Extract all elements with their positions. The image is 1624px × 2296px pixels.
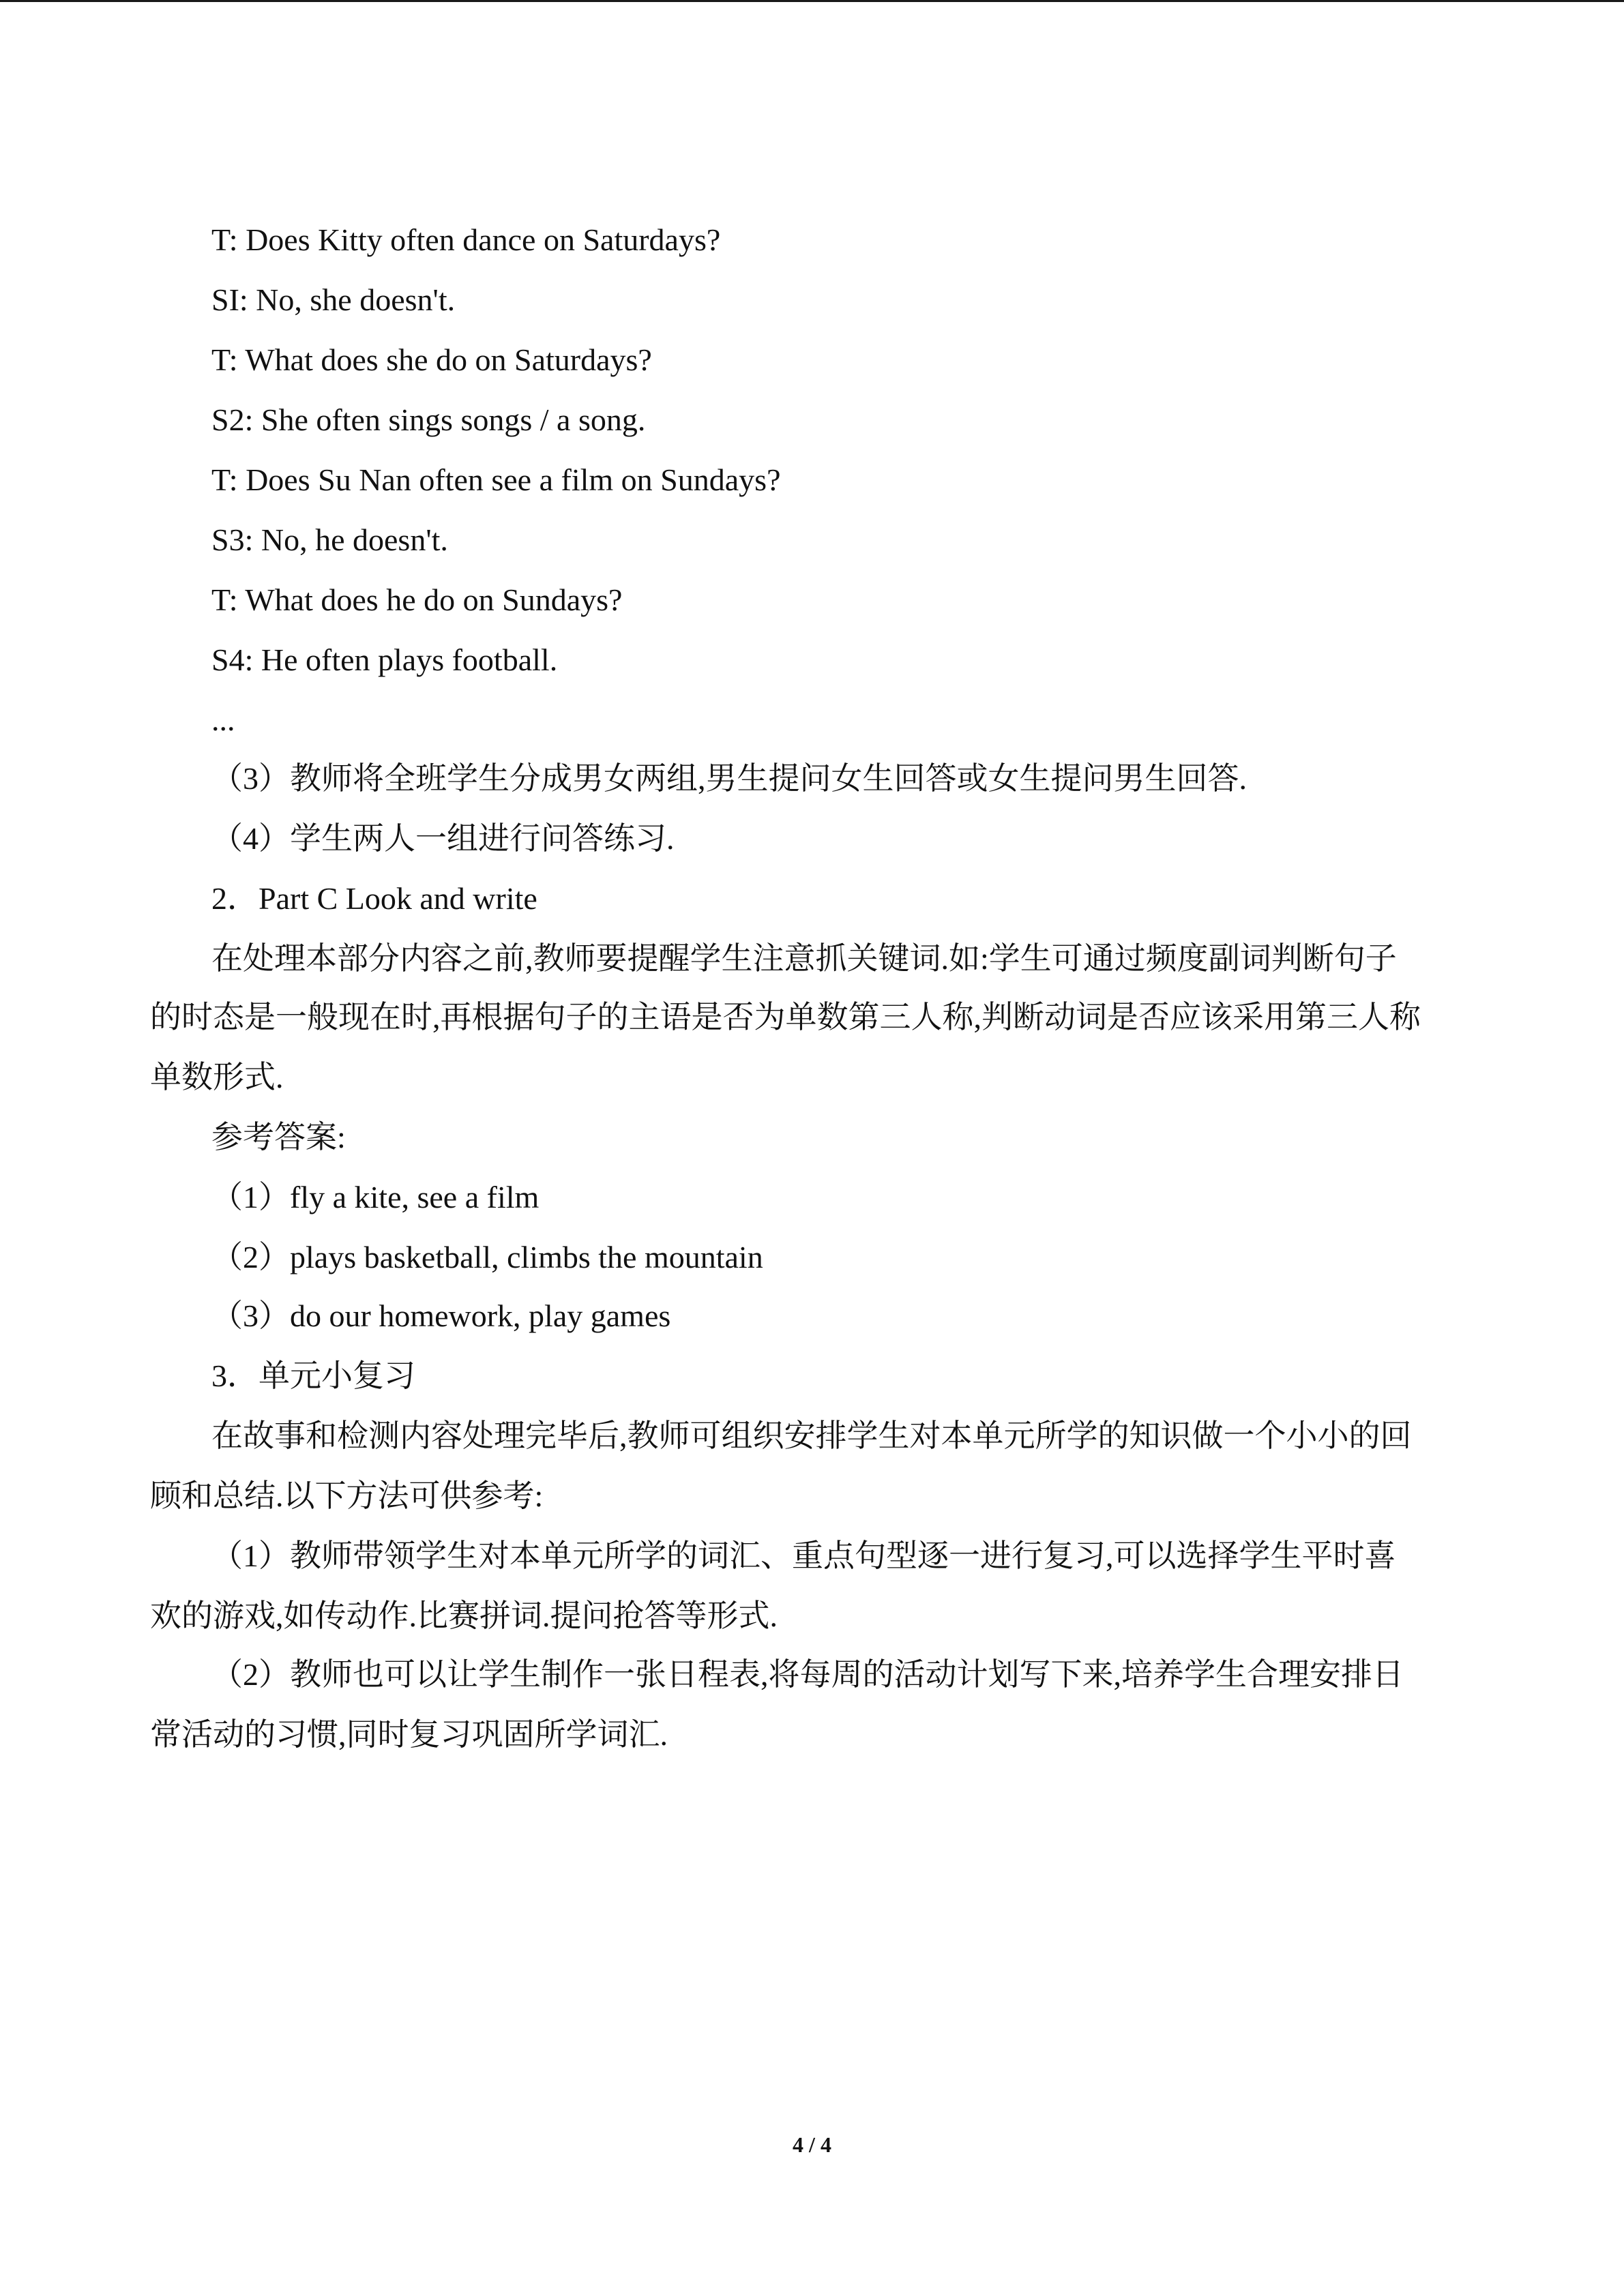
page-number: 4 / 4: [793, 2132, 831, 2157]
paragraph-line: 在故事和检测内容处理完毕后,教师可组织安排学生对本单元所学的知识做一个小小的回: [211, 1418, 1412, 1453]
dialogue-line: SI: No, she doesn't.: [211, 282, 456, 317]
answer-item: （3）do our homework, play games: [211, 1298, 671, 1333]
paragraph-line: （3）教师将全班学生分成男女两组,男生提问女生回答或女生提问男生回答.: [211, 761, 1247, 796]
paragraph-line: 的时态是一般现在时,再根据句子的主语是否为单数第三人称,判断动词是否应该采用第三人称: [150, 1000, 1421, 1034]
paragraph-line: 顾和总结.以下方法可供参考:: [150, 1478, 544, 1513]
dialogue-line: S3: No, he doesn't.: [211, 522, 448, 557]
dialogue-line: T: What does he do on Sundays?: [211, 582, 623, 617]
dialogue-line: T: Does Kitty often dance on Saturdays?: [211, 222, 721, 257]
dialogue-line: S2: She often sings songs / a song.: [211, 402, 646, 437]
dialogue-line: S4: He often plays football.: [211, 642, 558, 677]
paragraph-line: 单数形式.: [150, 1060, 284, 1094]
answer-item: （1）fly a kite, see a film: [211, 1180, 540, 1214]
dialogue-line: T: What does she do on Saturdays?: [211, 342, 652, 377]
paragraph-line: （1）教师带领学生对本单元所学的词汇、重点句型逐一进行复习,可以选择学生平时喜: [211, 1538, 1396, 1573]
answer-label: 参考答案:: [211, 1120, 346, 1154]
section-heading: 2．Part C Look and write: [211, 881, 537, 916]
paragraph-line: 常活动的习惯,同时复习巩固所学词汇.: [150, 1717, 668, 1752]
page-top-border: [0, 0, 1624, 2]
paragraph-line: 欢的游戏,如传动作.比赛拼词.提问抢答等形式.: [150, 1598, 778, 1633]
paragraph-line: （4）学生两人一组进行问答练习.: [211, 821, 675, 856]
ellipsis-line: ...: [211, 702, 235, 737]
paragraph-line: （2）教师也可以让学生制作一张日程表,将每周的活动计划写下来,培养学生合理安排日: [211, 1657, 1404, 1692]
section-heading: 3．单元小复习: [211, 1358, 415, 1393]
dialogue-line: T: Does Su Nan often see a film on Sundays?: [211, 462, 781, 497]
paragraph-line: 在处理本部分内容之前,教师要提醒学生注意抓关键词.如:学生可通过频度副词判断句子: [211, 941, 1397, 976]
answer-item: （2）plays basketball, climbs the mountain: [211, 1240, 763, 1274]
